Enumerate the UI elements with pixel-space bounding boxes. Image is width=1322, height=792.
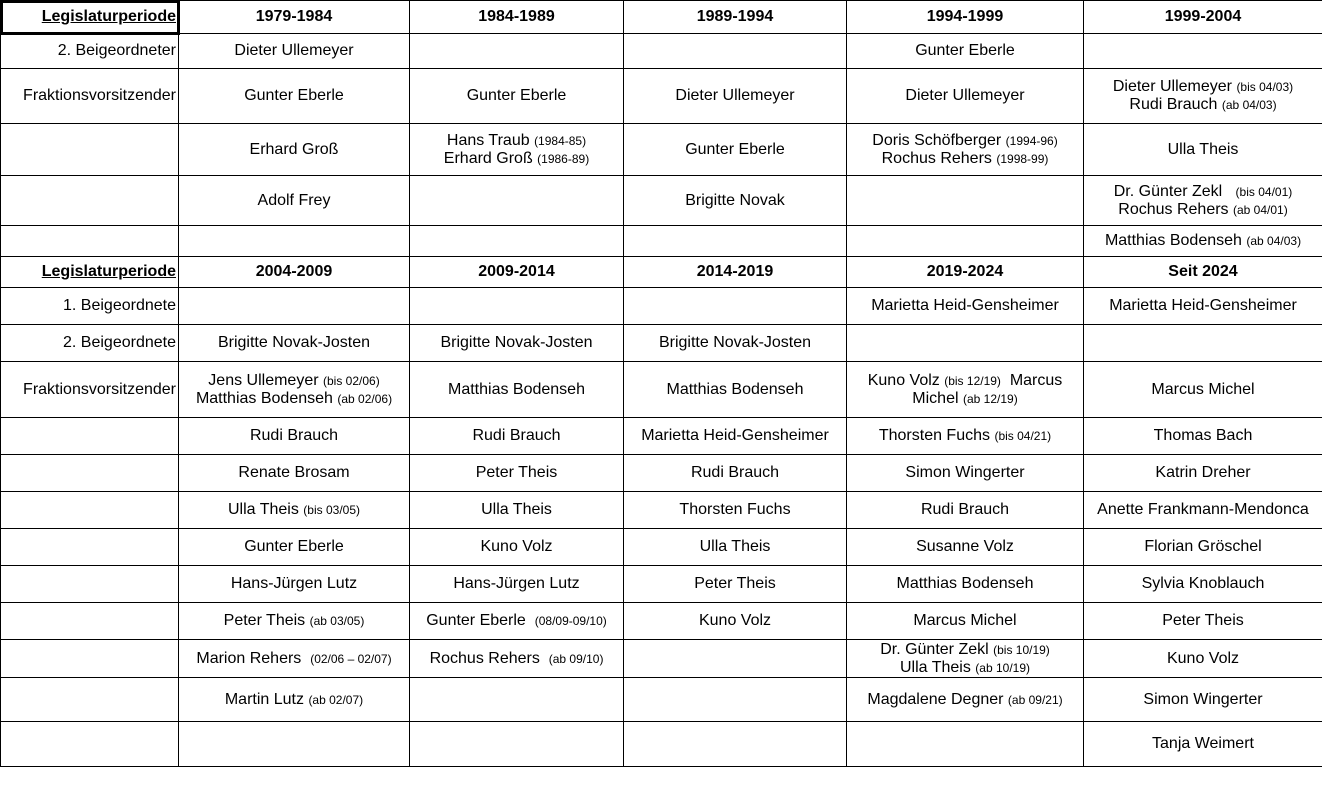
table-row [1, 566, 1322, 603]
period-header-5[interactable]: Seit 2024 [1084, 257, 1322, 288]
member-cell[interactable] [624, 69, 847, 124]
member-name: Rochus Rehers [429, 649, 549, 667]
term-note: (bis 12/19) [944, 373, 1001, 388]
term-note: (1994-96) [1005, 133, 1058, 148]
member-cell[interactable] [410, 124, 624, 176]
member-name: Florian Gröschel [1144, 538, 1262, 555]
period-header-4[interactable]: 1994-1999 [847, 1, 1084, 34]
member-name: Marcus [1000, 371, 1063, 389]
table-row [1, 455, 1322, 492]
member-cell[interactable] [1084, 678, 1322, 722]
member-name: Magdalene Degner [867, 690, 1008, 708]
table-row [1, 288, 1322, 325]
role-label[interactable]: Fraktionsvorsitzender [1, 69, 179, 124]
member-name: Dieter Ullemeyer [675, 87, 795, 104]
member-name: Susanne Volz [916, 538, 1014, 555]
member-name: Brigitte Novak-Josten [217, 334, 371, 351]
member-cell[interactable] [847, 492, 1084, 529]
member-cell[interactable] [1084, 640, 1322, 678]
member-cell[interactable] [847, 640, 1084, 678]
member-cell[interactable] [1084, 418, 1322, 455]
member-name: Tanja Weimert [1152, 735, 1254, 752]
role-label[interactable]: 2. Beigeordnete [1, 325, 179, 362]
member-cell[interactable] [179, 455, 410, 492]
member-cell[interactable] [847, 325, 1084, 362]
member-cell[interactable] [179, 288, 410, 325]
member-name: Gunter Eberle [466, 87, 567, 104]
member-name: Marcus Michel [913, 612, 1017, 629]
member-name: Sylvia Knoblauch [1141, 575, 1265, 592]
term-note: (bis 04/03) [1236, 80, 1294, 94]
member-name: Thorsten Fuchs [679, 501, 791, 518]
member-cell[interactable] [410, 418, 624, 455]
term-note: (ab 04/03) [1246, 234, 1302, 248]
member-name: Erhard Groß [249, 140, 339, 158]
member-name: Rudi Brauch [690, 464, 780, 481]
period-header-3[interactable]: 2014-2019 [624, 257, 847, 288]
member-name: Rochus Rehers [1118, 200, 1233, 218]
member-cell[interactable] [624, 418, 847, 455]
member-cell[interactable] [179, 603, 410, 640]
member-name: Dr. Günter Zekl [880, 640, 994, 658]
term-note: (ab 09/10) [548, 651, 604, 666]
member-cell[interactable] [179, 722, 410, 767]
term-note: (ab 02/06) [337, 391, 393, 406]
member-name: Dr. Günter Zekl [1113, 182, 1236, 200]
member-name: Kuno Volz [867, 371, 945, 389]
member-name: Dieter Ullemeyer [905, 87, 1025, 104]
member-name: Gunter Eberle [426, 612, 535, 629]
member-name: Rochus Rehers [881, 149, 997, 167]
member-cell[interactable] [410, 325, 624, 362]
member-cell[interactable] [624, 362, 847, 418]
member-cell[interactable] [179, 492, 410, 529]
member-cell[interactable] [624, 722, 847, 767]
member-cell[interactable] [1084, 529, 1322, 566]
role-label[interactable] [1, 678, 179, 722]
member-cell[interactable] [847, 124, 1084, 176]
member-cell[interactable] [847, 34, 1084, 69]
member-name: Erhard Groß [443, 149, 538, 167]
member-name: Thomas Bach [1153, 427, 1253, 444]
member-name: Matthias Bodenseh [666, 380, 804, 398]
table-body [1, 1, 1322, 767]
member-name: Katrin Dreher [1155, 464, 1251, 481]
member-cell[interactable] [410, 226, 624, 257]
member-name: Simon Wingerter [905, 464, 1025, 481]
term-note: (ab 02/07) [308, 692, 364, 707]
member-name: Gunter Eberle [244, 87, 344, 104]
member-cell[interactable] [847, 529, 1084, 566]
member-name: Dieter Ullemeyer [234, 42, 354, 59]
member-name: Ulla Theis [481, 501, 552, 518]
member-name: Brigitte Novak-Josten [440, 334, 593, 351]
table-row [1, 325, 1322, 362]
term-note: (bis 04/01) [1235, 184, 1293, 199]
member-cell[interactable] [624, 492, 847, 529]
member-cell[interactable] [624, 226, 847, 257]
period-label-header[interactable]: Legislaturperiode [1, 257, 179, 288]
member-name: Peter Theis [694, 575, 776, 592]
member-cell[interactable] [1084, 455, 1322, 492]
member-cell[interactable] [179, 176, 410, 226]
term-note: (1998-99) [996, 151, 1049, 166]
period-header-2[interactable]: 1984-1989 [410, 1, 624, 34]
role-label[interactable] [1, 492, 179, 529]
role-label[interactable] [1, 603, 179, 640]
period-header-3[interactable]: 1989-1994 [624, 1, 847, 34]
member-cell[interactable] [179, 124, 410, 176]
period-header-2[interactable]: 2009-2014 [410, 257, 624, 288]
role-label[interactable] [1, 418, 179, 455]
member-cell[interactable] [410, 492, 624, 529]
member-cell[interactable] [410, 34, 624, 69]
term-note: (1984-85) [534, 133, 587, 148]
member-cell[interactable] [410, 455, 624, 492]
member-cell[interactable] [847, 176, 1084, 226]
member-cell[interactable] [410, 640, 624, 678]
member-name: Matthias Bodenseh [896, 575, 1034, 592]
table-row [1, 418, 1322, 455]
member-cell[interactable] [1084, 124, 1322, 176]
member-cell[interactable] [847, 603, 1084, 640]
member-name: Martin Lutz [224, 690, 309, 708]
member-cell[interactable] [624, 566, 847, 603]
member-cell[interactable] [624, 325, 847, 362]
role-label[interactable] [1, 455, 179, 492]
table-row [1, 34, 1322, 69]
member-cell[interactable] [1084, 176, 1322, 226]
member-name: Marion Rehers [196, 649, 311, 667]
role-label[interactable]: 2. Beigeordneter [1, 34, 179, 69]
role-label[interactable] [1, 176, 179, 226]
term-note: (ab 04/01) [1233, 202, 1288, 217]
member-cell[interactable] [847, 69, 1084, 124]
member-cell[interactable] [179, 678, 410, 722]
role-label[interactable] [1, 226, 179, 257]
member-cell[interactable] [179, 362, 410, 418]
term-note: (ab 03/05) [309, 614, 365, 628]
member-name: Matthias Bodenseh [1104, 232, 1247, 249]
term-note: (bis 03/05) [303, 503, 360, 517]
member-cell[interactable] [410, 722, 624, 767]
member-name: Ulla Theis [699, 538, 771, 555]
member-cell[interactable] [179, 325, 410, 362]
member-name: Gunter Eberle [915, 42, 1015, 59]
member-name: Ulla Theis [228, 501, 304, 518]
member-cell[interactable] [847, 362, 1084, 418]
member-name: Simon Wingerter [1143, 690, 1263, 708]
member-name: Hans-Jürgen Lutz [230, 575, 358, 592]
member-name: Brigitte Novak-Josten [658, 334, 812, 351]
header-row [1, 257, 1322, 288]
member-name: Doris Schöfberger [872, 131, 1006, 149]
member-name: Gunter Eberle [685, 140, 785, 158]
term-note: (ab 04/03) [1221, 98, 1277, 112]
member-cell[interactable] [410, 362, 624, 418]
member-cell[interactable] [410, 69, 624, 124]
member-cell[interactable] [1084, 492, 1322, 529]
member-cell[interactable] [179, 640, 410, 678]
member-cell[interactable] [624, 529, 847, 566]
member-cell[interactable] [1084, 325, 1322, 362]
member-name: Gunter Eberle [244, 538, 344, 555]
member-name: Anette Frankmann-Mendonca [1097, 501, 1309, 518]
member-cell[interactable] [847, 226, 1084, 257]
role-label[interactable] [1, 640, 179, 678]
table-row [1, 722, 1322, 767]
role-label[interactable]: Fraktionsvorsitzender [1, 362, 179, 418]
member-cell[interactable] [624, 288, 847, 325]
member-cell[interactable] [624, 176, 847, 226]
role-label[interactable] [1, 722, 179, 767]
member-name: Matthias Bodenseh [195, 389, 338, 407]
member-cell[interactable] [410, 176, 624, 226]
member-cell[interactable] [624, 124, 847, 176]
member-name: Ulla Theis [900, 658, 976, 676]
member-cell[interactable] [1084, 603, 1322, 640]
term-note: (ab 10/19) [975, 660, 1030, 675]
member-cell[interactable] [1084, 288, 1322, 325]
member-cell[interactable] [179, 418, 410, 455]
period-header-5[interactable]: 1999-2004 [1084, 1, 1322, 34]
table-row [1, 640, 1322, 678]
member-name: Hans Traub [446, 131, 535, 149]
period-header-1[interactable]: 1979-1984 [179, 1, 410, 34]
table-row [1, 529, 1322, 566]
table-row [1, 603, 1322, 640]
member-cell[interactable] [624, 678, 847, 722]
member-cell[interactable] [410, 603, 624, 640]
member-name: Peter Theis [475, 464, 558, 481]
member-name: Peter Theis [223, 612, 310, 629]
member-name: Rudi Brauch [1129, 96, 1222, 113]
member-name: Peter Theis [1162, 612, 1244, 629]
term-note: (02/06 – 02/07) [310, 651, 392, 666]
member-cell[interactable] [179, 566, 410, 603]
table-row [1, 678, 1322, 722]
table-row [1, 69, 1322, 124]
header-row [1, 1, 1322, 34]
member-name: Marcus Michel [1151, 380, 1255, 398]
member-name: Rudi Brauch [249, 427, 339, 444]
member-name: Ulla Theis [1167, 140, 1239, 158]
member-name: Kuno Volz [1166, 649, 1240, 667]
role-label[interactable] [1, 529, 179, 566]
role-label[interactable]: 1. Beigeordnete [1, 288, 179, 325]
period-header-4[interactable]: 2019-2024 [847, 257, 1084, 288]
period-header-1[interactable]: 2004-2009 [179, 257, 410, 288]
member-cell[interactable] [179, 226, 410, 257]
term-note: (ab 09/21) [1007, 692, 1063, 707]
member-cell[interactable] [410, 566, 624, 603]
member-cell[interactable] [847, 455, 1084, 492]
table-row [1, 492, 1322, 529]
member-cell[interactable] [847, 722, 1084, 767]
member-cell[interactable] [1084, 722, 1322, 767]
member-name: Hans-Jürgen Lutz [453, 575, 580, 592]
member-name: Matthias Bodenseh [448, 380, 585, 398]
member-name: Marietta Heid-Gensheimer [1109, 297, 1297, 314]
member-cell[interactable] [1084, 69, 1322, 124]
member-name: Thorsten Fuchs [878, 427, 995, 444]
table-row [1, 176, 1322, 226]
role-label[interactable] [1, 124, 179, 176]
member-cell[interactable] [847, 566, 1084, 603]
member-name: Jens Ullemeyer [208, 371, 323, 389]
term-note: (08/09-09/10) [534, 614, 607, 628]
member-cell[interactable] [410, 288, 624, 325]
member-cell[interactable] [847, 418, 1084, 455]
member-cell[interactable] [179, 69, 410, 124]
member-cell[interactable] [624, 603, 847, 640]
member-cell[interactable] [1084, 226, 1322, 257]
member-name: Renate Brosam [238, 464, 350, 481]
role-label[interactable] [1, 566, 179, 603]
member-name: Michel [912, 389, 963, 407]
member-name: Kuno Volz [480, 538, 553, 555]
member-name: Brigitte Novak [685, 191, 785, 209]
term-note: (ab 12/19) [962, 391, 1018, 406]
period-label-header[interactable]: Legislaturperiode [1, 1, 179, 34]
member-cell[interactable] [1084, 566, 1322, 603]
member-cell[interactable] [1084, 34, 1322, 69]
member-cell[interactable] [847, 678, 1084, 722]
member-cell[interactable] [410, 678, 624, 722]
member-cell[interactable] [410, 529, 624, 566]
member-cell[interactable] [847, 288, 1084, 325]
member-cell[interactable] [624, 34, 847, 69]
member-name: Rudi Brauch [920, 501, 1010, 518]
term-note: (bis 10/19) [993, 642, 1050, 657]
table-row [1, 226, 1322, 257]
member-cell[interactable] [624, 640, 847, 678]
member-name: Marietta Heid-Gensheimer [641, 427, 829, 444]
term-note: (bis 04/21) [994, 429, 1052, 443]
member-cell[interactable] [179, 529, 410, 566]
member-cell[interactable] [624, 455, 847, 492]
table-row [1, 124, 1322, 176]
member-cell[interactable] [179, 34, 410, 69]
member-name: Rudi Brauch [472, 427, 561, 444]
member-cell[interactable] [1084, 362, 1322, 418]
member-name: Kuno Volz [698, 612, 772, 629]
term-note: (bis 02/06) [323, 373, 380, 388]
term-note: (1986-89) [537, 151, 590, 166]
member-name: Adolf Frey [257, 191, 331, 209]
table-row [1, 362, 1322, 418]
member-name: Marietta Heid-Gensheimer [871, 297, 1059, 314]
member-name: Dieter Ullemeyer [1112, 78, 1237, 95]
